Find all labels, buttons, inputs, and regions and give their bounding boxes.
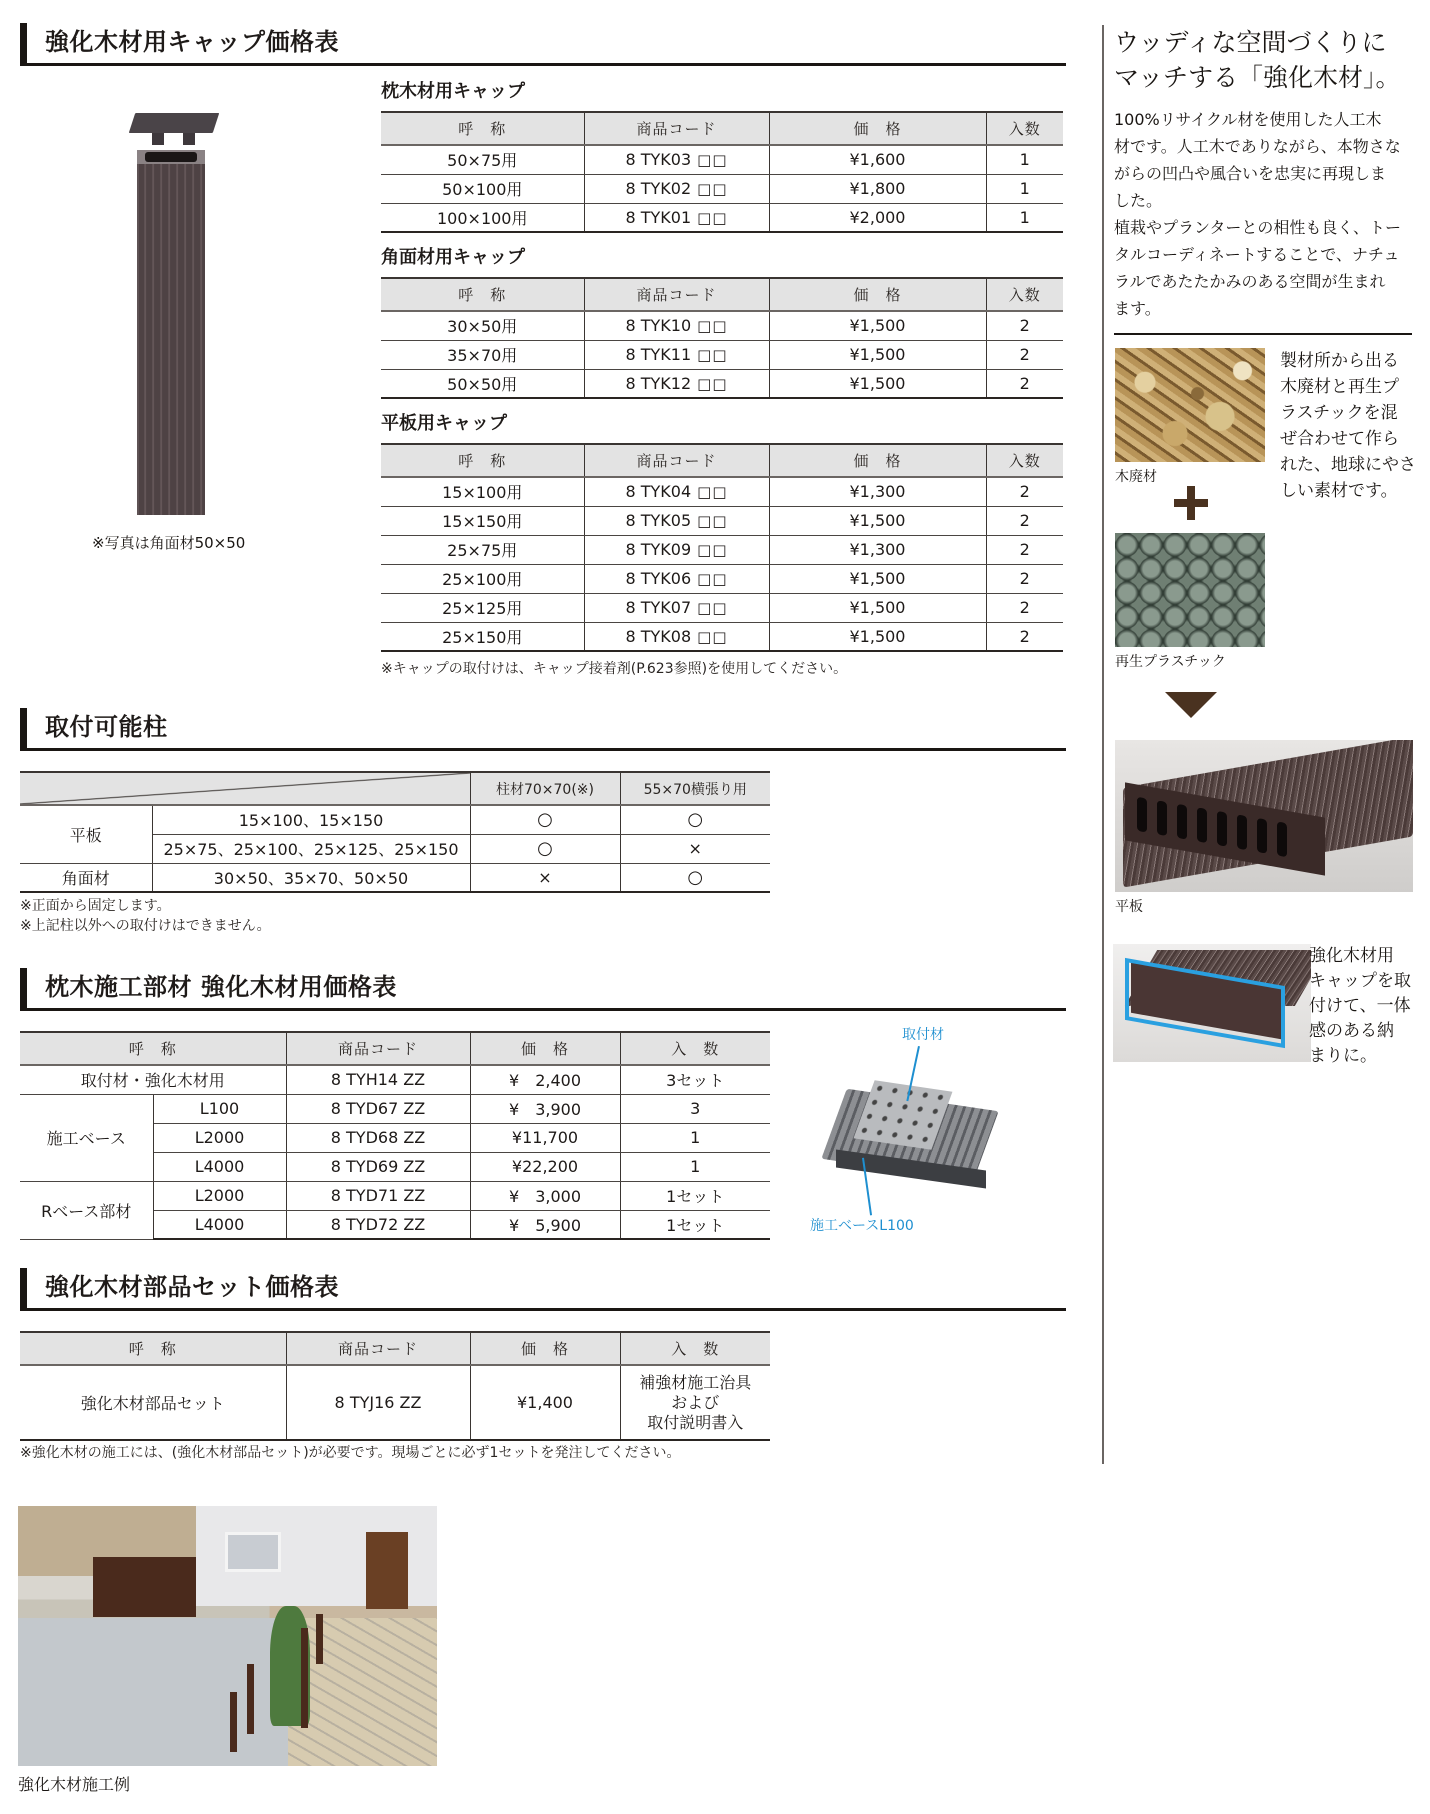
section-heading-cap-price: [20, 23, 1066, 66]
mount-note: ※正面から固定します。: [20, 898, 171, 914]
cell-code: 8 TYD68 ZZ: [286, 1123, 470, 1152]
col-header-qty: 入数: [986, 112, 1063, 145]
cell-name: 50×50用: [381, 369, 584, 398]
flat-plate-photo: [1115, 740, 1413, 892]
cell-price: ¥1,400: [470, 1365, 620, 1440]
col-header-qty: 入 数: [620, 1332, 770, 1365]
cell-sub: L2000: [153, 1181, 286, 1210]
body-line: ます。: [1114, 299, 1161, 318]
color-code-boxes: □□: [697, 346, 728, 364]
cell-price: ¥1,500: [769, 593, 986, 622]
color-code-boxes: □□: [697, 374, 728, 393]
cell-qty: 1: [620, 1152, 770, 1181]
cell-qty: 2: [986, 535, 1063, 564]
desc-line: 製材所から出る: [1280, 351, 1399, 371]
table-header-row: [381, 278, 1063, 311]
table-header-row: [20, 772, 770, 805]
arrow-down-icon: [1165, 692, 1217, 718]
subtable-title: 角面材用キャップ: [381, 247, 525, 268]
square-cap-table: [381, 277, 1063, 399]
cell-price: ¥1,500: [769, 564, 986, 593]
body-line: タルコーディネートすることで、ナチュ: [1114, 245, 1400, 264]
desc-line: ラスチックを混: [1280, 403, 1398, 423]
flat-plate-cap-table: [381, 443, 1063, 652]
color-code-boxes: □□: [697, 151, 728, 170]
label-base-l100: 施工ベースL100: [810, 1218, 914, 1234]
label-mounting-part: 取付材: [902, 1027, 944, 1043]
cell-code: 8 TYD71 ZZ: [286, 1181, 470, 1210]
desc-line: まりに。: [1309, 1046, 1377, 1066]
table-row: [20, 805, 770, 834]
post-hollow: [145, 152, 197, 162]
col-header-name: 呼 称: [381, 112, 584, 145]
cell-price: ¥1,500: [769, 340, 986, 369]
cell-code: 8 TYK01 □□: [584, 203, 769, 232]
cell-qty: 2: [986, 340, 1063, 369]
cell-code: 8 TYK12 □□: [584, 369, 769, 398]
color-code-boxes: □□: [697, 180, 728, 198]
col-header-qty: 入数: [986, 278, 1063, 311]
cell-name: 35×70用: [381, 340, 584, 369]
cell-qty: 2: [986, 311, 1063, 340]
col-header-price: 価 格: [470, 1032, 620, 1065]
stone-paving: [288, 1618, 437, 1766]
cell-qty: 2: [986, 564, 1063, 593]
cell-qty: 2: [986, 477, 1063, 506]
cell-compat: ×: [620, 834, 770, 863]
heading-bar: [20, 968, 27, 1011]
cell-price: ¥1,500: [769, 506, 986, 535]
qty-line: 取付説明書入: [647, 1412, 744, 1432]
desc-line: れた、地球にやさ: [1280, 455, 1416, 475]
cell-name: 15×150用: [381, 506, 584, 535]
cell-price: ¥1,500: [769, 311, 986, 340]
cell-qty: 1: [986, 203, 1063, 232]
table-row: [381, 340, 1063, 369]
desc-line: 付けて、一体: [1309, 996, 1411, 1016]
table-row: [381, 593, 1063, 622]
cell-name: 30×50用: [381, 311, 584, 340]
col-header-code: 商品コード: [584, 278, 769, 311]
table-row: [381, 564, 1063, 593]
wood-post: [247, 1664, 254, 1734]
cell-qty: 2: [986, 593, 1063, 622]
sleeper-parts-table: [20, 1031, 770, 1240]
cell-compat: ×: [470, 863, 620, 892]
col-header-price: 価 格: [769, 444, 986, 477]
section-heading-parts-set: [20, 1268, 1066, 1311]
cell-code: 8 TYJ16 ZZ: [286, 1365, 470, 1440]
cell-code: 8 TYK02 □□: [584, 174, 769, 203]
wood-waste-label: 木廃材: [1115, 469, 1157, 485]
body-line: 100%リサイクル材を使用した人工木: [1114, 110, 1382, 129]
photo-caption: ※写真は角面材50×50: [92, 534, 246, 552]
example-caption: 強化木材施工例: [18, 1775, 131, 1794]
body-line: 植栽やプランターとの相性も良く、トー: [1114, 218, 1402, 237]
body-line: ラルであたたかみのある空間が生まれ: [1114, 272, 1386, 291]
wood-post: [301, 1628, 308, 1728]
cell-sub: L100: [153, 1094, 286, 1123]
wood-post: [230, 1692, 237, 1752]
cell-code: 8 TYK10 □□: [584, 311, 769, 340]
body-line: がらの凹凸や風合いを忠実に再現しま: [1114, 164, 1387, 183]
cell-qty: 1セット: [620, 1210, 770, 1239]
cell-qty: 2: [986, 369, 1063, 398]
cell-name: 25×100用: [381, 564, 584, 593]
col-header-code: 商品コード: [584, 112, 769, 145]
cell-price: ¥ 5,900: [470, 1210, 620, 1239]
cell-sub: L2000: [153, 1123, 286, 1152]
cell-name: 強化木材部品セット: [20, 1365, 286, 1440]
cell-qty: 2: [986, 622, 1063, 651]
parts-set-note: ※強化木材の施工には、(強化木材部品セット)が必要です。現場ごとに必ず1セットを発注してください。: [20, 1445, 681, 1461]
cap-tab: [152, 133, 164, 145]
desc-line: キャップを取: [1309, 971, 1411, 991]
table-header-row: [381, 112, 1063, 145]
cell-code: 8 TYK11 □□: [584, 340, 769, 369]
section-heading-sleeper-parts: [20, 968, 1066, 1011]
row-group-r-base: Rベース部材: [20, 1181, 153, 1239]
material-description: [1280, 348, 1420, 504]
sidebar-title-line: ウッディな空間づくりに: [1114, 28, 1387, 57]
qty-line: および: [671, 1392, 720, 1412]
cell-price: ¥ 3,000: [470, 1181, 620, 1210]
color-code-boxes: □□: [697, 627, 728, 646]
cell-compat: ○: [620, 863, 770, 892]
heading-bar: [20, 1268, 27, 1311]
cell-compat: ○: [470, 834, 620, 863]
cell-qty: 1セット: [620, 1181, 770, 1210]
cell-code: 8 TYK05 □□: [584, 506, 769, 535]
section-title: 強化木材用キャップ価格表: [45, 28, 339, 56]
cell-name: 25×150用: [381, 622, 584, 651]
cap-tab: [183, 133, 195, 145]
table-row: [381, 535, 1063, 564]
row-group-square: 角面材: [20, 863, 152, 892]
diagonal-corner-cell: [20, 772, 470, 805]
col-header-name: 呼 称: [381, 278, 584, 311]
cap-description: [1309, 944, 1419, 1069]
cell-name: 15×100用: [381, 477, 584, 506]
color-code-boxes: □□: [697, 483, 728, 502]
cell-code: 8 TYK09 □□: [584, 535, 769, 564]
cell-code: 8 TYK07 □□: [584, 593, 769, 622]
color-code-boxes: □□: [697, 317, 728, 336]
table-row: [381, 477, 1063, 506]
cell-price: ¥ 2,400: [470, 1065, 620, 1094]
cell-qty: 3セット: [620, 1065, 770, 1094]
table-row: [381, 203, 1063, 232]
cell-code: 8 TYD67 ZZ: [286, 1094, 470, 1123]
cell-code: 8 TYK03 □□: [584, 145, 769, 174]
flat-plate-label: 平板: [1115, 899, 1143, 915]
cell-code: 8 TYK08 □□: [584, 622, 769, 651]
cell-code: 8 TYD69 ZZ: [286, 1152, 470, 1181]
cell-compat: ○: [620, 805, 770, 834]
cell-name: 25×75用: [381, 535, 584, 564]
cell-sizes: 25×75、25×100、25×125、25×150: [152, 834, 470, 863]
color-code-boxes: □□: [697, 208, 728, 227]
section-title: 枕木施工部材 強化木材用価格表: [45, 973, 397, 1001]
sidebar-rule: [1114, 333, 1412, 335]
sidebar-title-line: マッチする「強化木材」。: [1114, 63, 1401, 92]
cell-name: 25×125用: [381, 593, 584, 622]
sidebar-title: [1114, 25, 1401, 95]
cell-sizes: 30×50、35×70、50×50: [152, 863, 470, 892]
cell-sub: L4000: [153, 1152, 286, 1181]
heading-bar: [20, 23, 27, 66]
sleeper-cap-table: [381, 111, 1063, 233]
col-header-name: 呼 称: [20, 1032, 286, 1065]
recycled-plastic-photo: [1115, 533, 1265, 647]
cell-name: 50×100用: [381, 174, 584, 203]
cell-compat: ○: [470, 805, 620, 834]
table-row: [381, 506, 1063, 535]
wood-waste-photo: [1115, 348, 1265, 462]
col-header-name: 呼 称: [381, 444, 584, 477]
cell-sizes: 15×100、15×150: [152, 805, 470, 834]
col-header-price: 価 格: [470, 1332, 620, 1365]
cell-price: ¥1,300: [769, 477, 986, 506]
mount-note: ※上記柱以外への取付けはできません。: [20, 918, 271, 934]
body-line: 材です。人工木でありながら、本物さな: [1114, 137, 1401, 156]
table-row: [20, 863, 770, 892]
cell-qty: 1: [620, 1123, 770, 1152]
desc-line: 感のある納: [1309, 1021, 1394, 1041]
section-heading-mountable-posts: [20, 708, 1066, 751]
col-header-55-70: 55×70横張り用: [620, 772, 770, 805]
qty-line: 補強材施工治具: [639, 1372, 752, 1392]
house-door: [366, 1532, 408, 1609]
cell-name: 50×75用: [381, 145, 584, 174]
color-code-boxes: □□: [697, 541, 728, 559]
col-header-post-70: 柱材70×70(※): [470, 772, 620, 805]
cell-code: 8 TYH14 ZZ: [286, 1065, 470, 1094]
table-row: [20, 1365, 770, 1440]
col-header-qty: 入数: [986, 444, 1063, 477]
color-code-boxes: □□: [697, 599, 728, 617]
section-title: 強化木材部品セット価格表: [45, 1273, 339, 1301]
row-group-construction-base: 施工ベース: [20, 1094, 153, 1181]
cell-price: ¥ 3,900: [470, 1094, 620, 1123]
heading-bar: [20, 708, 27, 751]
table-row: [20, 1181, 770, 1210]
column-divider: [1102, 25, 1104, 1464]
table-row: [381, 311, 1063, 340]
table-row: [20, 1065, 770, 1094]
cell-price: ¥1,800: [769, 174, 986, 203]
color-code-boxes: □□: [697, 512, 728, 530]
table-row: [381, 369, 1063, 398]
cell-price: ¥22,200: [470, 1152, 620, 1181]
cell-qty: 1: [986, 174, 1063, 203]
desc-line: 木廃材と再生プ: [1280, 377, 1399, 397]
parts-set-table: [20, 1331, 770, 1441]
cell-price: ¥1,600: [769, 145, 986, 174]
cell-qty: [620, 1365, 770, 1440]
table-row: [381, 174, 1063, 203]
section-title: 取付可能柱: [45, 713, 168, 741]
cell-price: ¥11,700: [470, 1123, 620, 1152]
cell-qty: 1: [986, 145, 1063, 174]
col-header-code: 商品コード: [286, 1332, 470, 1365]
cell-code: 8 TYD72 ZZ: [286, 1210, 470, 1239]
col-header-name: 呼 称: [20, 1332, 286, 1365]
cell-name: 100×100用: [381, 203, 584, 232]
table-header-row: [20, 1332, 770, 1365]
house-window: [225, 1532, 281, 1572]
mountable-posts-table: [20, 771, 770, 893]
body-line: した。: [1114, 191, 1163, 210]
cap-note: ※キャップの取付けは、キャップ接着剤(P.623参照)を使用してください。: [381, 661, 848, 677]
table-header-row: [381, 444, 1063, 477]
table-row: [381, 622, 1063, 651]
col-header-code: 商品コード: [286, 1032, 470, 1065]
desc-line: 強化木材用: [1309, 946, 1394, 966]
cell-price: ¥1,500: [769, 622, 986, 651]
sidebar-body: [1114, 106, 1414, 322]
recycled-plastic-label: 再生プラスチック: [1115, 654, 1226, 670]
col-header-price: 価 格: [769, 278, 986, 311]
subtable-title: 平板用キャップ: [381, 413, 507, 434]
col-header-price: 価 格: [769, 112, 986, 145]
wood-post: [316, 1614, 323, 1664]
cell-sub: L4000: [153, 1210, 286, 1239]
col-header-qty: 入 数: [620, 1032, 770, 1065]
desc-line: しい素材です。: [1280, 481, 1398, 501]
table-row: [381, 145, 1063, 174]
subtable-title: 枕木材用キャップ: [381, 81, 525, 102]
table-row: [20, 1094, 770, 1123]
row-group-flat: 平板: [20, 805, 152, 863]
cell-name: 取付材・強化木材用: [20, 1065, 286, 1094]
cell-qty: 2: [986, 506, 1063, 535]
post-body: [137, 150, 205, 515]
cell-code: 8 TYK06 □□: [584, 564, 769, 593]
cell-price: ¥1,300: [769, 535, 986, 564]
table-header-row: [20, 1032, 770, 1065]
cell-qty: 3: [620, 1094, 770, 1123]
construction-example-photo: [18, 1506, 437, 1766]
desc-line: ぜ合わせて作ら: [1280, 429, 1399, 449]
col-header-code: 商品コード: [584, 444, 769, 477]
cap-piece: [129, 113, 219, 133]
cell-price: ¥1,500: [769, 369, 986, 398]
plank-with-cap-photo: [1113, 944, 1311, 1062]
cell-price: ¥2,000: [769, 203, 986, 232]
color-code-boxes: □□: [697, 570, 728, 588]
wood-fence: [93, 1557, 196, 1617]
cell-code: 8 TYK04 □□: [584, 477, 769, 506]
